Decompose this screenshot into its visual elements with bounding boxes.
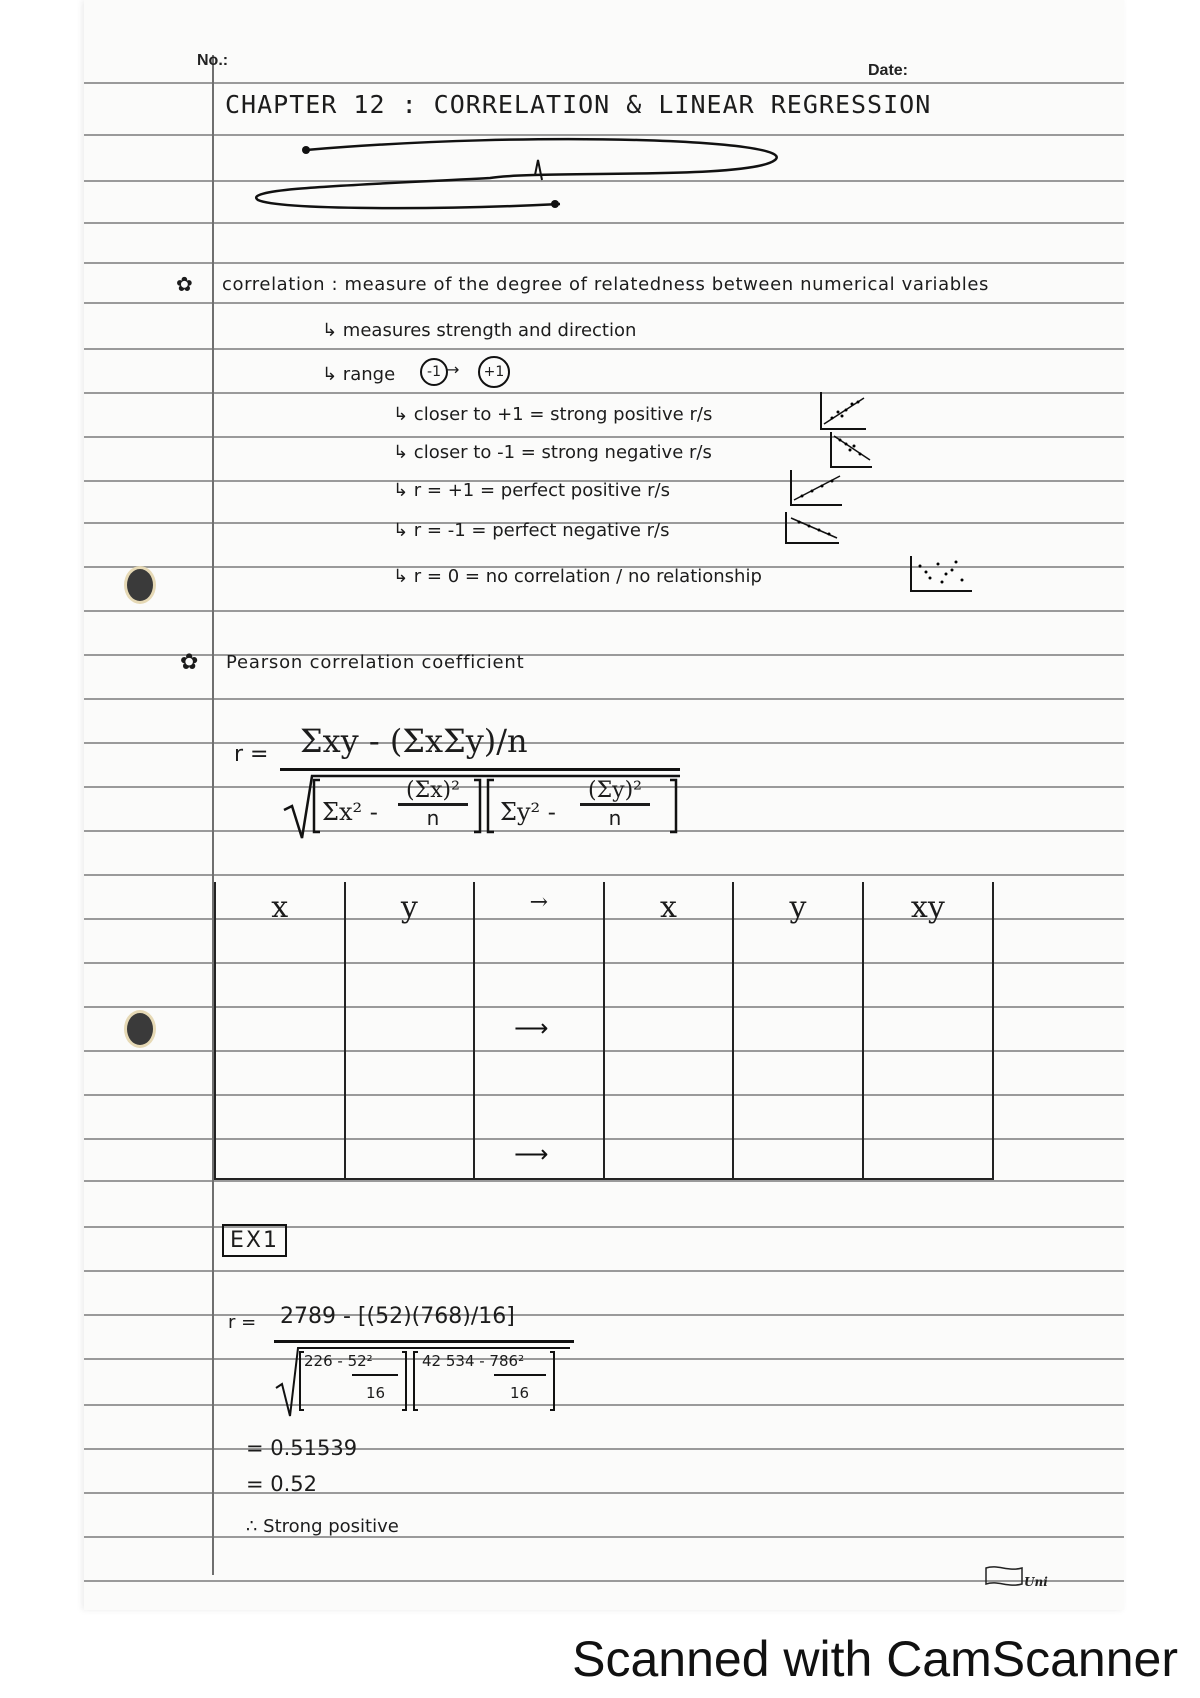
date-label: Date: [868,62,909,79]
pearson-numerator: Σxy - (ΣxΣy)/n [300,722,528,760]
table-header-x: x [215,882,345,1179]
ruled-line [84,1404,1124,1406]
range-max: +1 [478,356,510,388]
scatter-sketch-icon [785,512,839,544]
ruled-line [84,348,1124,350]
scanner-watermark: Scanned with CamScanner [572,1631,1178,1687]
measures-line: ↳ measures strength and direction [322,320,637,341]
table-header-xy: xy [863,882,993,1179]
ruled-line [84,1358,1124,1360]
binder-hole [124,1010,156,1048]
ruled-line [84,82,1124,84]
example-d2-bottom: 16 [510,1384,530,1402]
range-label: ↳ range [322,364,396,385]
ruled-line [84,1270,1124,1272]
data-table [214,882,994,1180]
denom-sum-y2: Σy² - [500,798,556,826]
table-header-arrow: → [474,882,604,1179]
table-header-y: y [733,882,863,1179]
case-perfect-negative: ↳ r = -1 = perfect negative r/s [393,520,670,541]
case-no-correlation: ↳ r = 0 = no correlation / no relationship [393,566,762,587]
table-row [215,882,993,1179]
flower-bullet-icon: ✿ [176,272,193,296]
page-title: CHAPTER 12 : CORRELATION & LINEAR REGRESSION [225,90,932,119]
arrow-icon: ⟶ [514,1140,549,1168]
brand-mark-text: Uni [1024,1575,1048,1589]
range-min: -1 [420,358,448,386]
margin-line [212,55,214,1575]
scatter-sketch-icon [830,432,872,468]
example-conclusion: ∴ Strong positive [246,1516,399,1537]
example-numerator: 2789 - [(52)(768)/16] [280,1304,515,1329]
ruled-line [84,262,1124,264]
ruled-line [84,1536,1124,1538]
no-label: No.: [197,52,229,69]
scatter-sketch-icon [910,556,972,592]
ruled-line [84,1492,1124,1494]
ruled-line [84,1580,1124,1582]
scatter-sketch-icon [820,392,866,430]
table-header-y: y [345,882,475,1179]
fraction-bar [494,1374,546,1376]
arrow-icon: ⟶ [514,1014,549,1042]
fraction-bar [352,1374,398,1376]
arrow-icon: → [446,360,460,379]
ruled-line [84,610,1124,612]
denominator-n: n [426,806,440,830]
flower-bullet-icon: ✿ [180,650,199,675]
decorative-squiggle [240,130,800,220]
fraction-y [580,778,650,830]
ruled-line [84,1180,1124,1182]
example-d1-bottom: 16 [366,1384,386,1402]
ruled-line [84,698,1124,700]
denom-sum-x2: Σx² - [322,798,378,826]
table-header-x: x [604,882,734,1179]
fraction-x [398,778,468,830]
example-d1-top: 226 - 52² [304,1352,373,1370]
example-result-1: = 0.51539 [246,1436,358,1460]
pearson-heading: Pearson correlation coefficient [226,652,525,673]
ruled-line [84,222,1124,224]
ruled-line [84,302,1124,304]
denominator-n: n [608,806,622,830]
ruled-line [84,874,1124,876]
ruled-line [84,392,1124,394]
correlation-definition: correlation : measure of the degree of relatedness between numerical variables [222,274,989,295]
brand-logo-icon [982,1562,1052,1592]
scatter-sketch-icon [790,470,842,506]
example-label: EX1 [222,1224,287,1257]
example-r-label: r = [228,1312,257,1333]
fraction-bar [274,1340,574,1343]
example-result-2: = 0.52 [246,1472,318,1496]
numerator-sum-y-squared: (Σy)² [588,778,642,803]
r-label: r = [234,742,269,767]
numerator-sum-x-squared: (Σx)² [406,778,460,803]
case-strong-positive: ↳ closer to +1 = strong positive r/s [393,404,713,425]
case-perfect-positive: ↳ r = +1 = perfect positive r/s [393,480,670,501]
fraction-bar [280,768,680,771]
binder-hole [124,566,156,604]
ruled-line [84,1448,1124,1450]
ruled-line [84,436,1124,438]
case-strong-negative: ↳ closer to -1 = strong negative r/s [393,442,712,463]
example-d2-top: 42 534 - 786² [422,1352,525,1370]
